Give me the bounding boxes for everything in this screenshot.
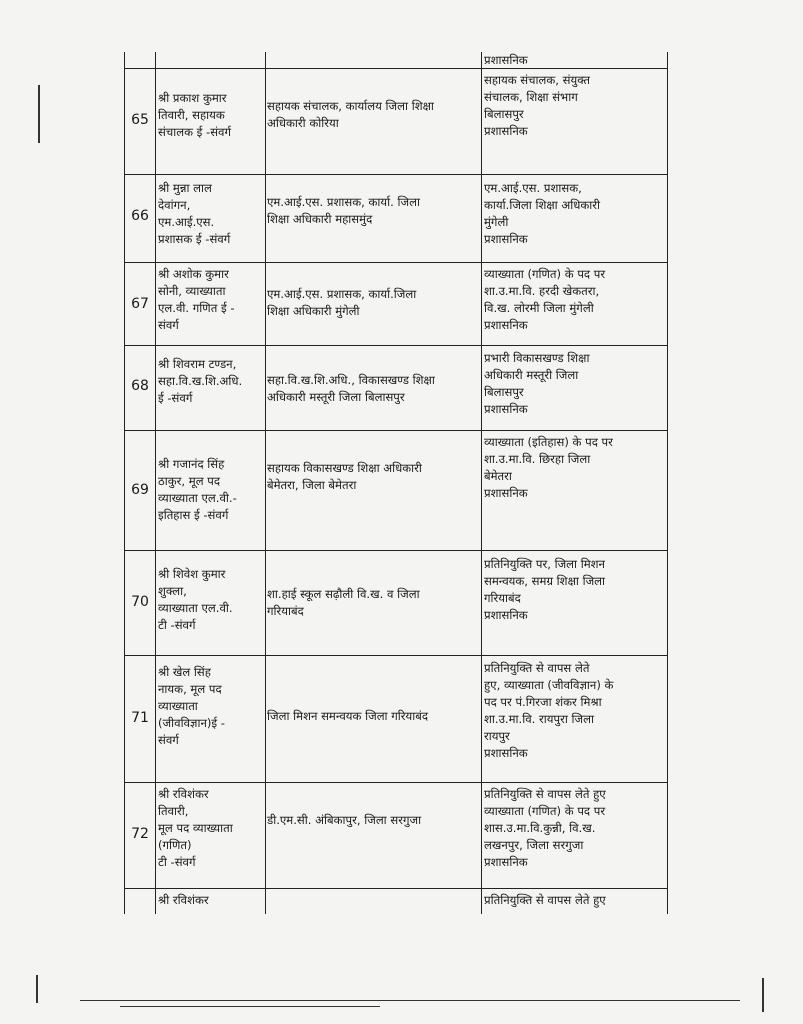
row-divider [124, 655, 668, 656]
table-border-right [667, 52, 668, 914]
current-posting-cell: शा.हाई स्कूल सढ़ौली वि.ख. व जिला गरियाबंद [267, 587, 420, 618]
current-posting-cell: सहायक विकासखण्ड शिक्षा अधिकारी बेमेतरा, जिला बेमेतरा [267, 461, 422, 492]
current-posting-cell: सहा.वि.ख.शि.अधि., विकासखण्ड शिक्षा अधिकारी मस्तूरी जिला बिलासपुर [267, 373, 435, 404]
serial-number: 68 [131, 378, 149, 394]
row-divider [124, 430, 668, 431]
employee-name-cell: श्री अशोक कुमार सोनी, व्याख्याता एल.वी. गणित ई - संवर्ग [158, 267, 235, 332]
remark-cell: प्रशासनिक [484, 53, 528, 67]
employee-name-cell: श्री रविशंकर [158, 893, 209, 907]
new-posting-cell: व्याख्याता (इतिहास) के पद पर शा.उ.मा.वि. छिरहा जिला बेमेतरा प्रशासनिक [484, 435, 613, 500]
new-posting-cell: एम.आई.एस. प्रशासक, कार्या.जिला शिक्षा अधिकारी मुंगेली प्रशासनिक [484, 181, 601, 246]
serial-number: 67 [131, 296, 149, 312]
current-posting-cell: एम.आई.एस. प्रशासक, कार्या. जिला शिक्षा अधिकारी महासमुंद [267, 195, 420, 226]
employee-name-cell: श्री खेल सिंह नायक, मूल पद व्याख्याता (जीवविज्ञान)ई - संवर्ग [158, 665, 225, 747]
row-divider [124, 782, 668, 783]
table-border-col3 [481, 52, 482, 914]
table-border-col1 [155, 52, 156, 914]
employee-name-cell: श्री शिवराम टण्डन, सहा.वि.ख.शि.अधि. ई -संवर्ग [158, 357, 243, 405]
bottom-edge-line [80, 1000, 740, 1001]
new-posting-cell: प्रतिनियुक्ति पर, जिला मिशन समन्वयक, समग्र शिक्षा जिला गरियाबंद प्रशासनिक [484, 557, 606, 622]
serial-number: 70 [131, 594, 149, 610]
margin-mark [762, 978, 764, 1012]
serial-number: 72 [131, 826, 149, 842]
employee-name-cell: श्री रविशंकर तिवारी, मूल पद व्याख्याता (गणित) टी -संवर्ग [158, 787, 233, 869]
row-divider [124, 888, 668, 889]
current-posting-cell: जिला मिशन समन्वयक जिला गरियाबंद [267, 709, 429, 723]
margin-mark [36, 975, 38, 1003]
serial-number: 65 [131, 112, 149, 128]
new-posting-cell: प्रतिनियुक्ति से वापस लेते हुए [484, 893, 606, 907]
new-posting-cell: प्रभारी विकासखण्ड शिक्षा अधिकारी मस्तूरी जिला बिलासपुर प्रशासनिक [484, 351, 590, 416]
current-posting-cell: सहायक संचालक, कार्यालय जिला शिक्षा अधिकारी कोरिया [267, 99, 434, 130]
new-posting-cell: प्रतिनियुक्ति से वापस लेते हुए व्याख्याता (गणित) के पद पर शास.उ.मा.वि.कुन्नी, वि.ख. लखनपुर, जिला सरगुजा प्रशासनिक [484, 787, 606, 869]
table-border-left [124, 52, 125, 914]
employee-name-cell: श्री शिवेश कुमार शुक्ला, व्याख्याता एल.वी. टी -संवर्ग [158, 567, 233, 632]
row-divider [124, 550, 668, 551]
serial-number: 71 [131, 710, 149, 726]
new-posting-cell: व्याख्याता (गणित) के पद पर शा.उ.मा.वि. हरदी खेकतरा, वि.ख. लोरमी जिला मुंगेली प्रशासनिक [484, 267, 606, 332]
employee-name-cell: श्री प्रकाश कुमार तिवारी, सहायक संचालक ई -संवर्ग [158, 91, 232, 139]
serial-number: 69 [131, 482, 149, 498]
current-posting-cell: डी.एम.सी. अंबिकापुर, जिला सरगुजा [267, 813, 422, 827]
employee-name-cell: श्री गजानंद सिंह ठाकुर, मूल पद व्याख्याता एल.वी.- इतिहास ई -संवर्ग [158, 457, 237, 522]
new-posting-cell: सहायक संचालक, संयुक्त संचालक, शिक्षा संभाग बिलासपुर प्रशासनिक [484, 73, 591, 138]
serial-number: 66 [131, 208, 149, 224]
bottom-edge-line [120, 1006, 380, 1007]
row-divider [124, 262, 668, 263]
new-posting-cell: प्रतिनियुक्ति से वापस लेते हुए, व्याख्याता (जीवविज्ञान) के पद पर पं.गिरजा शंकर मिश्रा शा.उ.मा.वि. रायपुरा जिला रायपुर प्रशासनिक [484, 661, 614, 760]
current-posting-cell: एम.आई.एस. प्रशासक, कार्या.जिला शिक्षा अधिकारी मुंगेली [267, 287, 417, 318]
row-divider [124, 345, 668, 346]
table-border-col2 [265, 52, 266, 914]
margin-mark [38, 85, 40, 143]
row-divider [124, 174, 668, 175]
employee-name-cell: श्री मुन्ना लाल देवांगन, एम.आई.एस. प्रशासक ई -संवर्ग [158, 181, 231, 246]
